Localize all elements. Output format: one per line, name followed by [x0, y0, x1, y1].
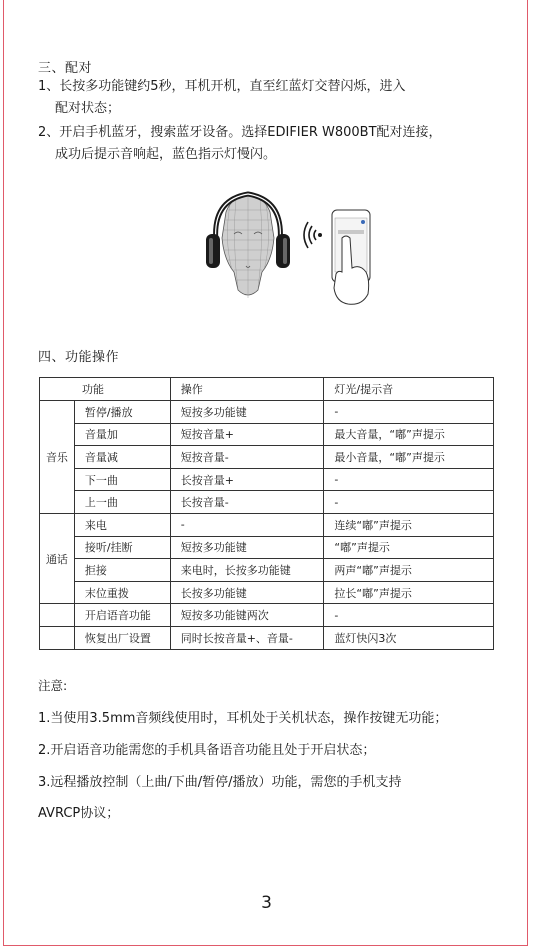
row-light: - — [324, 468, 494, 491]
row-function: 恢复出厂设置 — [74, 626, 170, 649]
row-operation: 短按音量+ — [170, 423, 324, 446]
row-light: - — [324, 491, 494, 514]
group-music: 音乐 — [40, 401, 75, 514]
note-1: 1.当使用3.5mm音频线使用时，耳机处于关机状态，操作按键无功能； — [38, 711, 448, 726]
row-function: 拒接 — [74, 559, 170, 582]
row-operation: 来电时，长按多功能键 — [170, 559, 324, 582]
row-operation: 长按音量+ — [170, 468, 324, 491]
header-operation: 操作 — [170, 378, 324, 401]
table-row — [40, 536, 494, 559]
row-operation: - — [170, 513, 324, 536]
note-3-line2: AVRCP协议； — [38, 806, 120, 821]
row-function: 音量加 — [74, 423, 170, 446]
row-light: 最大音量，“嘟”声提示 — [324, 423, 494, 446]
row-function: 下一曲 — [74, 468, 170, 491]
row-operation: 长按多功能键 — [170, 581, 324, 604]
headphones-head-figure — [206, 194, 290, 298]
notes-title: 注意: — [38, 678, 68, 693]
pairing-step-1-line1: 1、长按多功能键约5秒，耳机开机，直至红蓝灯交替闪烁，进入 — [38, 79, 406, 94]
row-function: 来电 — [74, 513, 170, 536]
group-call: 通话 — [40, 513, 75, 603]
row-light: 连续“嘟”声提示 — [324, 513, 494, 536]
row-operation: 短按音量- — [170, 446, 324, 469]
row-operation: 短按多功能键 — [170, 536, 324, 559]
functions-title: 四、功能操作 — [38, 350, 120, 365]
row-function: 音量减 — [74, 446, 170, 469]
table-row — [40, 423, 494, 446]
pairing-illustration — [176, 190, 386, 310]
row-light: - — [324, 604, 494, 627]
table-row — [40, 491, 494, 514]
header-light: 灯光/提示音 — [324, 378, 494, 401]
table-header-row — [40, 378, 494, 401]
row-operation: 短按多功能键 — [170, 401, 324, 424]
row-empty-group — [40, 604, 75, 627]
table-row — [40, 559, 494, 582]
row-light: “嘟”声提示 — [324, 536, 494, 559]
header-function: 功能 — [40, 378, 171, 401]
row-empty-group — [40, 626, 75, 649]
table-row — [40, 626, 494, 649]
table-row — [40, 446, 494, 469]
row-light: 最小音量，“嘟”声提示 — [324, 446, 494, 469]
bluetooth-signal-icon — [304, 222, 322, 248]
pairing-step-1-line2: 配对状态； — [55, 101, 121, 116]
row-function: 开启语音功能 — [74, 604, 170, 627]
pairing-step-2-line2: 成功后提示音响起，蓝色指示灯慢闪。 — [55, 147, 277, 162]
row-operation: 长按音量- — [170, 491, 324, 514]
table-row — [40, 604, 494, 627]
row-function: 上一曲 — [74, 491, 170, 514]
row-operation: 同时长按音量+、音量- — [170, 626, 324, 649]
table-row — [40, 581, 494, 604]
row-function: 接听/挂断 — [74, 536, 170, 559]
pairing-title: 三、配对 — [38, 61, 93, 76]
row-light: 拉长“嘟”声提示 — [324, 581, 494, 604]
table-row — [40, 513, 494, 536]
table-row — [40, 401, 494, 424]
row-operation: 短按多功能键两次 — [170, 604, 324, 627]
pairing-step-2 — [38, 122, 508, 166]
page-number: 3 — [261, 893, 272, 913]
pairing-step-1 — [38, 76, 508, 120]
note-3-line1: 3.远程播放控制（上曲/下曲/暂停/播放）功能，需您的手机支持 — [38, 775, 402, 790]
row-function: 末位重拨 — [74, 581, 170, 604]
row-light: - — [324, 401, 494, 424]
note-2: 2.开启语音功能需您的手机具备语音功能且处于开启状态； — [38, 743, 376, 758]
row-light: 两声“嘟”声提示 — [324, 559, 494, 582]
row-light: 蓝灯快闪3次 — [324, 626, 494, 649]
row-function: 暂停/播放 — [74, 401, 170, 424]
table-row — [40, 468, 494, 491]
function-table — [39, 377, 494, 650]
pairing-step-2-line1: 2、开启手机蓝牙，搜索蓝牙设备。选择EDIFIER W800BT配对连接， — [38, 125, 442, 140]
